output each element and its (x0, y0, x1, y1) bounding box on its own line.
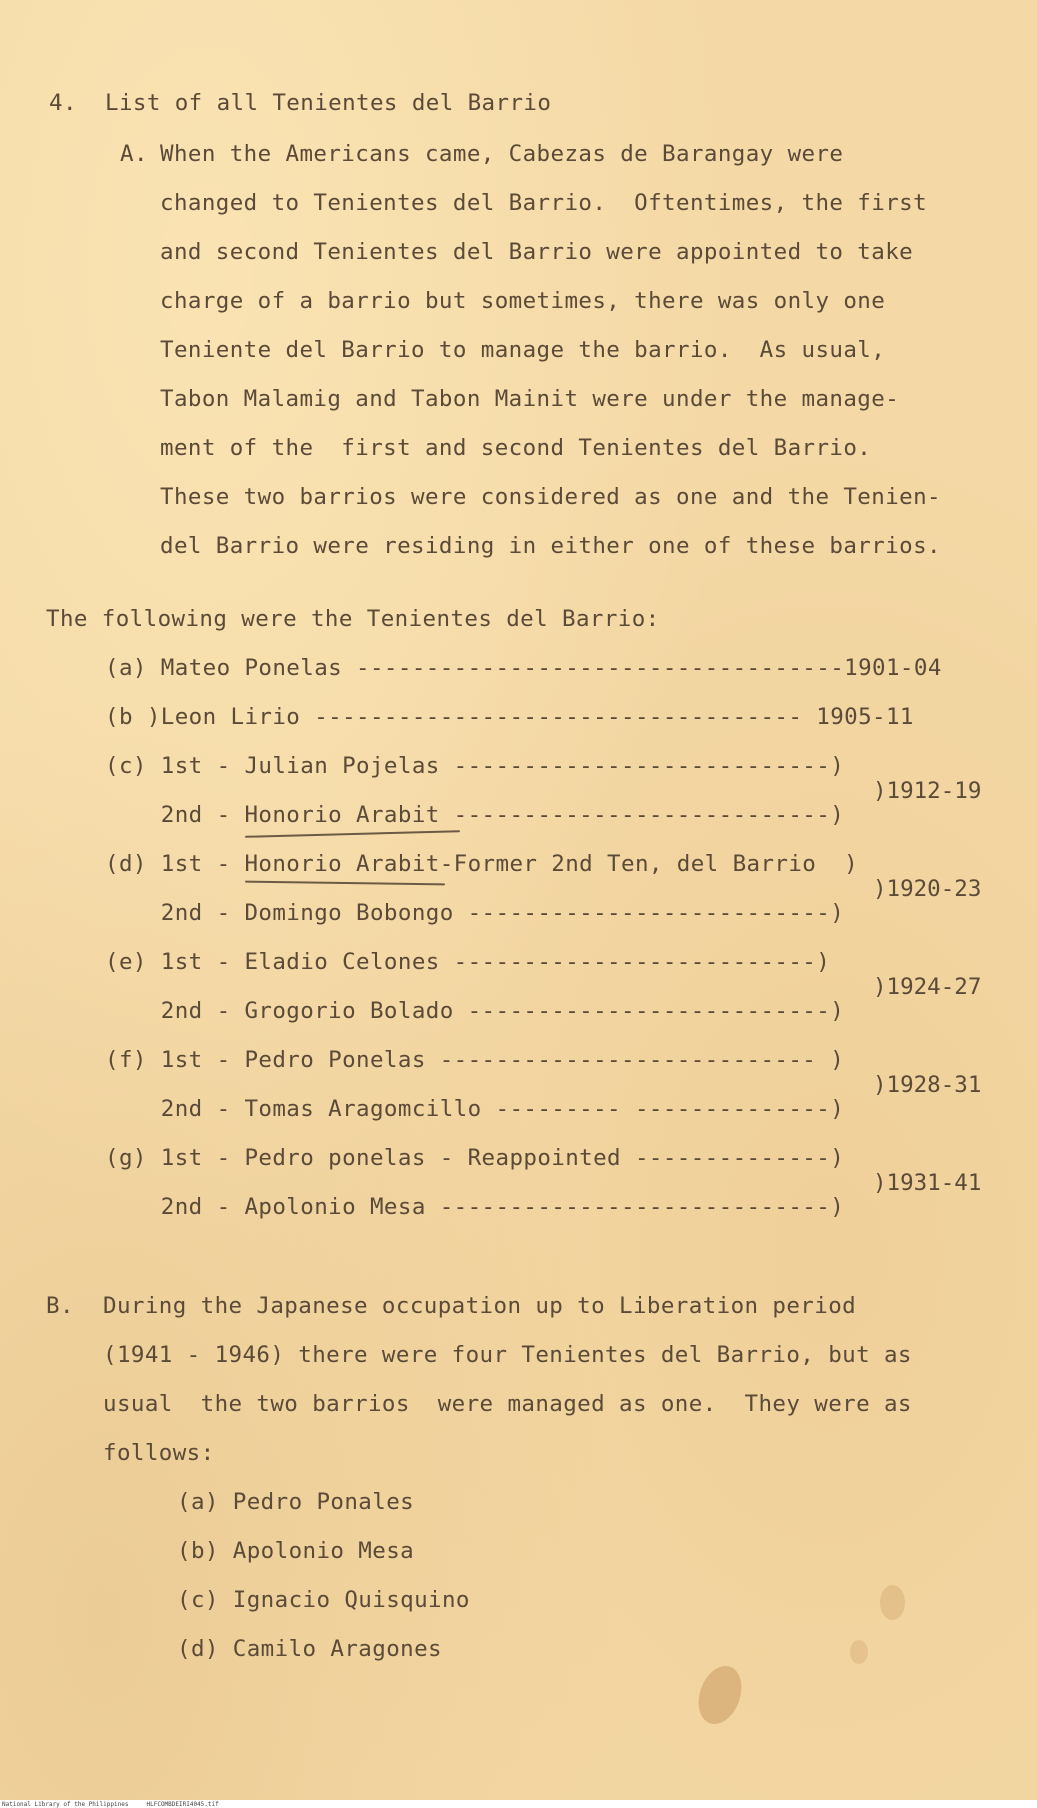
handwritten-underline (245, 881, 445, 886)
part-a-line: ment of the first and second Tenientes del Barrio. (160, 435, 872, 461)
part-a-line: charge of a barrio but sometimes, there was only one (160, 288, 886, 314)
part-b-line: usual the two barrios were managed as one. They were as (103, 1391, 912, 1417)
teniente-second: 2nd - Grogorio Bolado --------------------------) (105, 998, 845, 1024)
paper-stain (880, 1585, 905, 1620)
teniente-second: 2nd - Apolonio Mesa ----------------------------) (105, 1194, 845, 1220)
part-a-line: changed to Tenientes del Barrio. Oftentimes, the first (160, 190, 928, 216)
teniente-second: 2nd - Domingo Bobongo --------------------------) (105, 900, 845, 926)
part-a-line: del Barrio were residing in either one of these barrios. (160, 533, 941, 559)
part-a-line: When the Americans came, Cabezas de Barangay were (160, 141, 844, 167)
part-b-item: (d) Camilo Aragones (177, 1636, 442, 1662)
part-b-line: During the Japanese occupation up to Liberation period (103, 1293, 857, 1319)
teniente-first: (g) 1st - Pedro ponelas - Reappointed --------------) (105, 1145, 845, 1171)
part-a-line: Tabon Malamig and Tabon Mainit were under the manage- (160, 386, 900, 412)
part-a-line: and second Tenientes del Barrio were appointed to take (160, 239, 914, 265)
part-a-label: A. (120, 141, 148, 167)
teniente-second: 2nd - Honorio Arabit ---------------------------) (105, 802, 845, 828)
handwritten-underline (245, 830, 460, 838)
teniente-years: )1931-41 (873, 1170, 982, 1196)
part-b-line: follows: (103, 1440, 215, 1466)
part-a-line: Teniente del Barrio to manage the barrio. As usual, (160, 337, 886, 363)
section-number: 4. (49, 90, 77, 116)
footer-caption: National Library of the Philippines HLFCOMBDEIRI4045.tif (2, 1801, 219, 1808)
part-a-line: These two barrios were considered as one and the Tenien- (160, 484, 941, 510)
part-b-line: (1941 - 1946) there were four Tenientes del Barrio, but as (103, 1342, 912, 1368)
part-b-label: B. (46, 1293, 74, 1319)
teniente-entry: (b )Leon Lirio ----------------------------------- 1905-11 (105, 704, 914, 730)
section-title: List of all Tenientes del Barrio (105, 90, 552, 116)
teniente-years: )1912-19 (873, 778, 982, 804)
list-intro: The following were the Tenientes del Barrio: (46, 606, 660, 632)
teniente-entry: (a) Mateo Ponelas -----------------------------------1901-04 (105, 655, 942, 681)
teniente-years: )1924-27 (873, 974, 982, 1000)
paper-stain (850, 1640, 868, 1664)
paper-stain (691, 1660, 749, 1730)
teniente-second: 2nd - Tomas Aragomcillo --------- --------------) (105, 1096, 845, 1122)
teniente-first: (f) 1st - Pedro Ponelas --------------------------- ) (105, 1047, 845, 1073)
teniente-first: (e) 1st - Eladio Celones --------------------------) (105, 949, 831, 975)
part-b-item: (c) Ignacio Quisquino (177, 1587, 470, 1613)
teniente-years: )1928-31 (873, 1072, 982, 1098)
teniente-years: )1920-23 (873, 876, 982, 902)
teniente-first: (d) 1st - Honorio Arabit-Former 2nd Ten, del Barrio ) (105, 851, 859, 877)
part-b-item: (a) Pedro Ponales (177, 1489, 415, 1515)
part-b-item: (b) Apolonio Mesa (177, 1538, 415, 1564)
teniente-first: (c) 1st - Julian Pojelas ---------------------------) (105, 753, 845, 779)
